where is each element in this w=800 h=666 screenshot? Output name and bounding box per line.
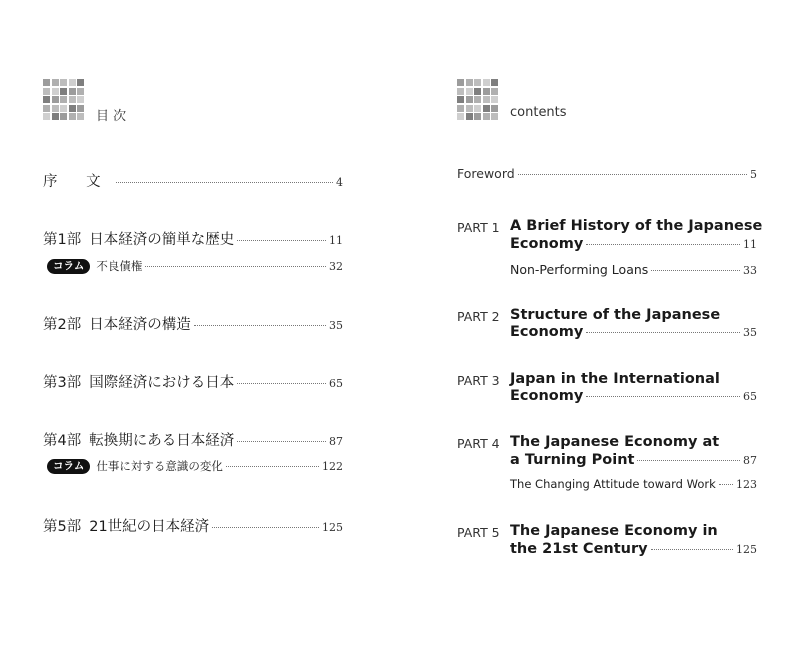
page-number: 87	[743, 454, 757, 467]
grid-square	[491, 113, 498, 120]
toc-heading-en: contents	[510, 105, 567, 120]
part-number: 第3部	[43, 375, 82, 391]
grid-square	[69, 96, 76, 103]
grid-ornament-icon	[457, 79, 498, 120]
toc-entry-part-4[interactable]	[510, 452, 757, 468]
entry-title-line2: the 21st Century	[510, 541, 648, 557]
grid-square	[52, 88, 59, 95]
toc-entry-foreword[interactable]	[457, 166, 757, 181]
entry-title[interactable]: A Brief History of the Japanese	[510, 218, 763, 234]
part-prefix: PART 2	[457, 309, 500, 324]
toc-entry-preface[interactable]	[43, 170, 343, 191]
page-number: 87	[329, 435, 343, 448]
grid-square	[43, 105, 50, 112]
toc-entry-part-1[interactable]	[43, 228, 343, 249]
toc-entry-part-5[interactable]	[510, 541, 757, 557]
grid-square	[466, 105, 473, 112]
grid-square	[69, 105, 76, 112]
grid-square	[60, 96, 67, 103]
part-number: 第1部	[43, 232, 82, 248]
grid-square	[457, 113, 464, 120]
column-badge: コラム	[47, 459, 90, 474]
grid-square	[77, 79, 84, 86]
right-page	[400, 0, 800, 666]
page-number: 65	[329, 377, 343, 390]
grid-square	[457, 105, 464, 112]
entry-title: 21世紀の日本経済	[89, 519, 210, 535]
leader-dots	[237, 441, 326, 442]
grid-square	[43, 96, 50, 103]
toc-entry-part-2[interactable]	[510, 324, 757, 340]
page-number: 11	[743, 238, 757, 251]
grid-square	[474, 79, 481, 86]
grid-square	[43, 88, 50, 95]
grid-square	[466, 96, 473, 103]
page-number: 123	[736, 478, 757, 491]
grid-square	[457, 79, 464, 86]
leader-dots	[586, 332, 740, 333]
grid-square	[52, 96, 59, 103]
toc-column-entry[interactable]	[47, 258, 343, 275]
grid-square	[60, 105, 67, 112]
leader-dots	[237, 240, 326, 241]
toc-entry-part-2[interactable]	[43, 313, 343, 334]
leader-dots	[226, 466, 319, 467]
page-number: 65	[743, 390, 757, 403]
grid-square	[491, 96, 498, 103]
entry-title-line2: Economy	[510, 236, 584, 252]
grid-square	[491, 88, 498, 95]
part-number: 第2部	[43, 317, 82, 333]
leader-dots	[651, 549, 733, 550]
page-number: 33	[743, 264, 757, 277]
grid-square	[483, 105, 490, 112]
leader-dots	[237, 383, 326, 384]
grid-square	[483, 79, 490, 86]
grid-square	[491, 105, 498, 112]
part-prefix: PART 5	[457, 525, 500, 540]
page-number: 35	[329, 319, 343, 332]
page-number: 125	[736, 543, 757, 556]
toc-sub-entry[interactable]	[510, 262, 757, 277]
toc-heading-jp: 目 次	[96, 109, 127, 124]
toc-entry-part-4[interactable]	[43, 429, 343, 450]
grid-square	[52, 113, 59, 120]
toc-column-entry[interactable]	[47, 458, 343, 475]
page-number: 4	[336, 176, 343, 189]
page-number: 11	[329, 234, 343, 247]
entry-title-line2: Economy	[510, 388, 584, 404]
entry-title[interactable]: The Japanese Economy in	[510, 523, 718, 539]
leader-dots	[637, 460, 740, 461]
grid-square	[466, 88, 473, 95]
grid-ornament-icon	[43, 79, 84, 120]
grid-square	[69, 79, 76, 86]
column-badge: コラム	[47, 259, 90, 274]
entry-title[interactable]: Japan in the International	[510, 371, 720, 387]
part-number: 第4部	[43, 433, 82, 449]
page-number: 32	[329, 260, 343, 273]
toc-entry-part-3[interactable]	[510, 388, 757, 404]
grid-square	[466, 113, 473, 120]
toc-entry-part-3[interactable]	[43, 371, 343, 392]
entry-title: 転換期にある日本経済	[89, 433, 235, 449]
entry-title: Foreword	[457, 166, 515, 181]
entry-title: The Changing Attitude toward Work	[510, 477, 716, 491]
grid-square	[60, 88, 67, 95]
entry-title: 日本経済の構造	[89, 317, 191, 333]
grid-square	[491, 79, 498, 86]
grid-square	[60, 79, 67, 86]
entry-title: 不良債権	[96, 259, 143, 273]
entry-title-line2: Economy	[510, 324, 584, 340]
toc-entry-part-5[interactable]	[43, 515, 343, 536]
leader-dots	[719, 484, 733, 485]
entry-title: 国際経済における日本	[89, 375, 235, 391]
page-number: 35	[743, 326, 757, 339]
entry-title: 仕事に対する意識の変化	[96, 459, 223, 473]
grid-square	[77, 105, 84, 112]
grid-square	[474, 96, 481, 103]
grid-square	[474, 105, 481, 112]
part-number: 第5部	[43, 519, 82, 535]
grid-square	[457, 96, 464, 103]
part-prefix: PART 1	[457, 220, 500, 235]
grid-square	[43, 79, 50, 86]
grid-square	[77, 88, 84, 95]
leader-dots	[586, 396, 740, 397]
part-prefix: PART 3	[457, 373, 500, 388]
grid-square	[77, 96, 84, 103]
grid-square	[483, 88, 490, 95]
part-prefix: PART 4	[457, 436, 500, 451]
entry-title[interactable]: The Japanese Economy at	[510, 434, 720, 450]
grid-square	[474, 88, 481, 95]
entry-title: Non-Performing Loans	[510, 262, 649, 277]
grid-square	[457, 88, 464, 95]
leader-dots	[194, 325, 326, 326]
grid-square	[483, 96, 490, 103]
entry-title: 日本経済の簡単な歴史	[89, 232, 235, 248]
page-number: 125	[322, 521, 343, 534]
leader-dots	[212, 527, 319, 528]
leader-dots	[145, 266, 326, 267]
leader-dots	[586, 244, 740, 245]
toc-entry-part-1[interactable]	[510, 236, 757, 252]
grid-square	[43, 113, 50, 120]
grid-square	[474, 113, 481, 120]
leader-dots	[651, 270, 740, 271]
page-number: 5	[750, 168, 757, 181]
leader-dots	[116, 182, 333, 183]
entry-title: 序 文	[43, 174, 113, 190]
grid-square	[466, 79, 473, 86]
grid-square	[483, 113, 490, 120]
grid-square	[77, 113, 84, 120]
grid-square	[52, 105, 59, 112]
page-number: 122	[322, 460, 343, 473]
entry-title[interactable]: Structure of the Japanese	[510, 307, 721, 323]
grid-square	[69, 88, 76, 95]
toc-sub-entry[interactable]	[510, 477, 757, 491]
leader-dots	[518, 174, 747, 175]
grid-square	[60, 113, 67, 120]
grid-square	[69, 113, 76, 120]
grid-square	[52, 79, 59, 86]
entry-title-line2: a Turning Point	[510, 452, 635, 468]
